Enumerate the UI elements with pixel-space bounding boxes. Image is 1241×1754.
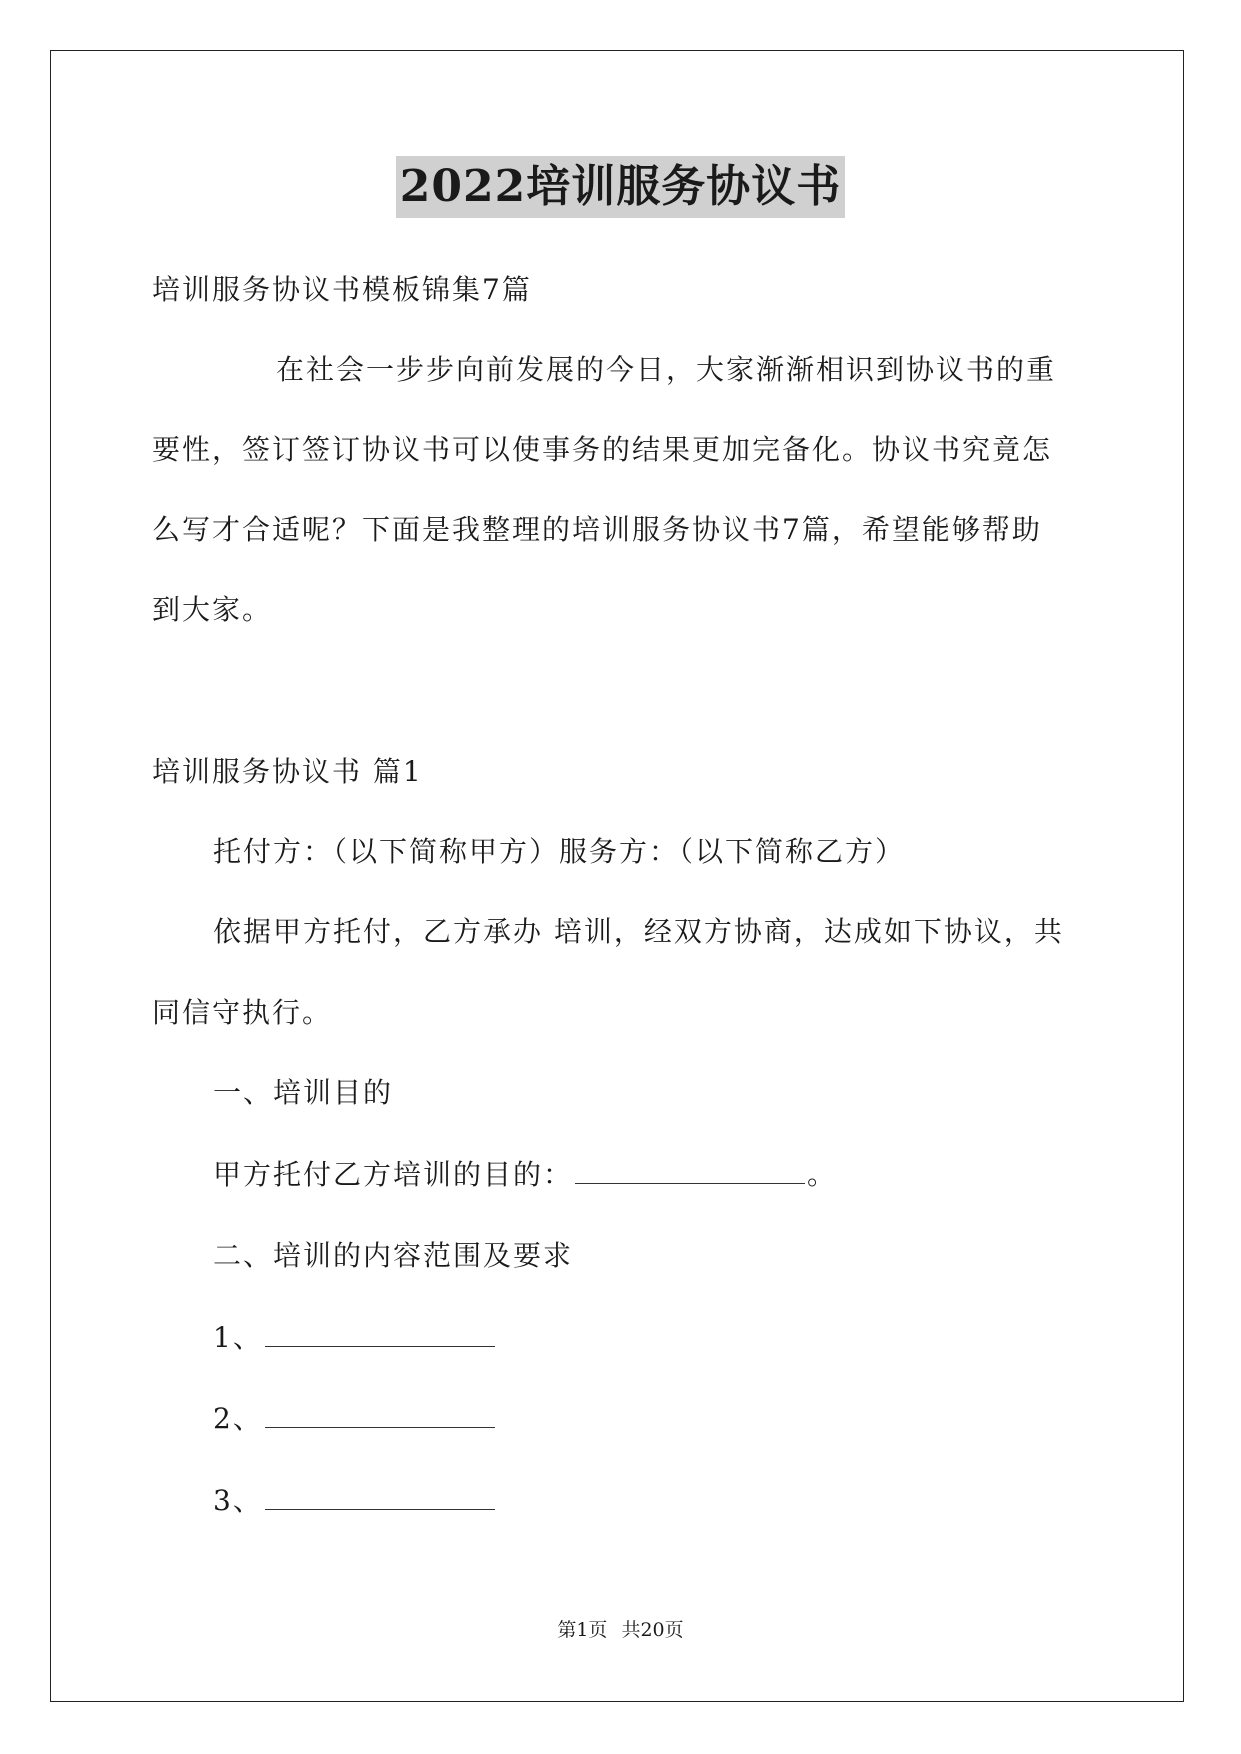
list-item-blank-field[interactable] [265, 1425, 495, 1428]
page-footer [0, 1617, 1241, 1643]
list-item-number: 3、 [213, 1484, 263, 1517]
document-title: 2022培训服务协议书 [396, 156, 845, 218]
intro-line-2: 要性，签订签订协议书可以使事务的结果更加完备化。协议书究竟怎 [152, 433, 1053, 466]
basis-line-2: 同信守执行。 [152, 996, 333, 1029]
document-subtitle: 培训服务协议书模板锦集7篇 [152, 273, 532, 306]
section-heading: 培训服务协议书 篇1 [152, 755, 423, 788]
intro-line-1: 在社会一步步向前发展的今日，大家渐渐相识到协议书的重 [276, 353, 1057, 386]
parties-line: 托付方：（以下简称甲方）服务方：（以下简称乙方） [213, 835, 906, 868]
list-item-number: 1、 [213, 1321, 263, 1354]
item1-blank-field[interactable] [575, 1181, 805, 1184]
item1-text-line [213, 1155, 837, 1195]
title-container [0, 156, 1241, 218]
intro-line-3: 么写才合适呢？下面是我整理的培训服务协议书7篇，希望能够帮助 [152, 513, 1042, 546]
list-item-number: 2、 [213, 1402, 263, 1435]
page-total: 共20页 [621, 1619, 684, 1641]
list-item [213, 1318, 497, 1358]
list-item-blank-field[interactable] [265, 1344, 495, 1347]
item1-heading: 一、培训目的 [213, 1076, 394, 1109]
list-item [213, 1399, 497, 1439]
item1-end: 。 [807, 1158, 838, 1191]
page-number: 第1页 [557, 1619, 608, 1641]
item1-text: 甲方托付乙方培训的目的： [213, 1158, 574, 1191]
intro-line-4: 到大家。 [152, 593, 273, 626]
list-item [213, 1481, 497, 1521]
list-item-blank-field[interactable] [265, 1507, 495, 1510]
basis-line-1: 依据甲方托付，乙方承办 培训，经双方协商，达成如下协议，共 [213, 915, 1064, 948]
item2-heading: 二、培训的内容范围及要求 [213, 1239, 574, 1272]
